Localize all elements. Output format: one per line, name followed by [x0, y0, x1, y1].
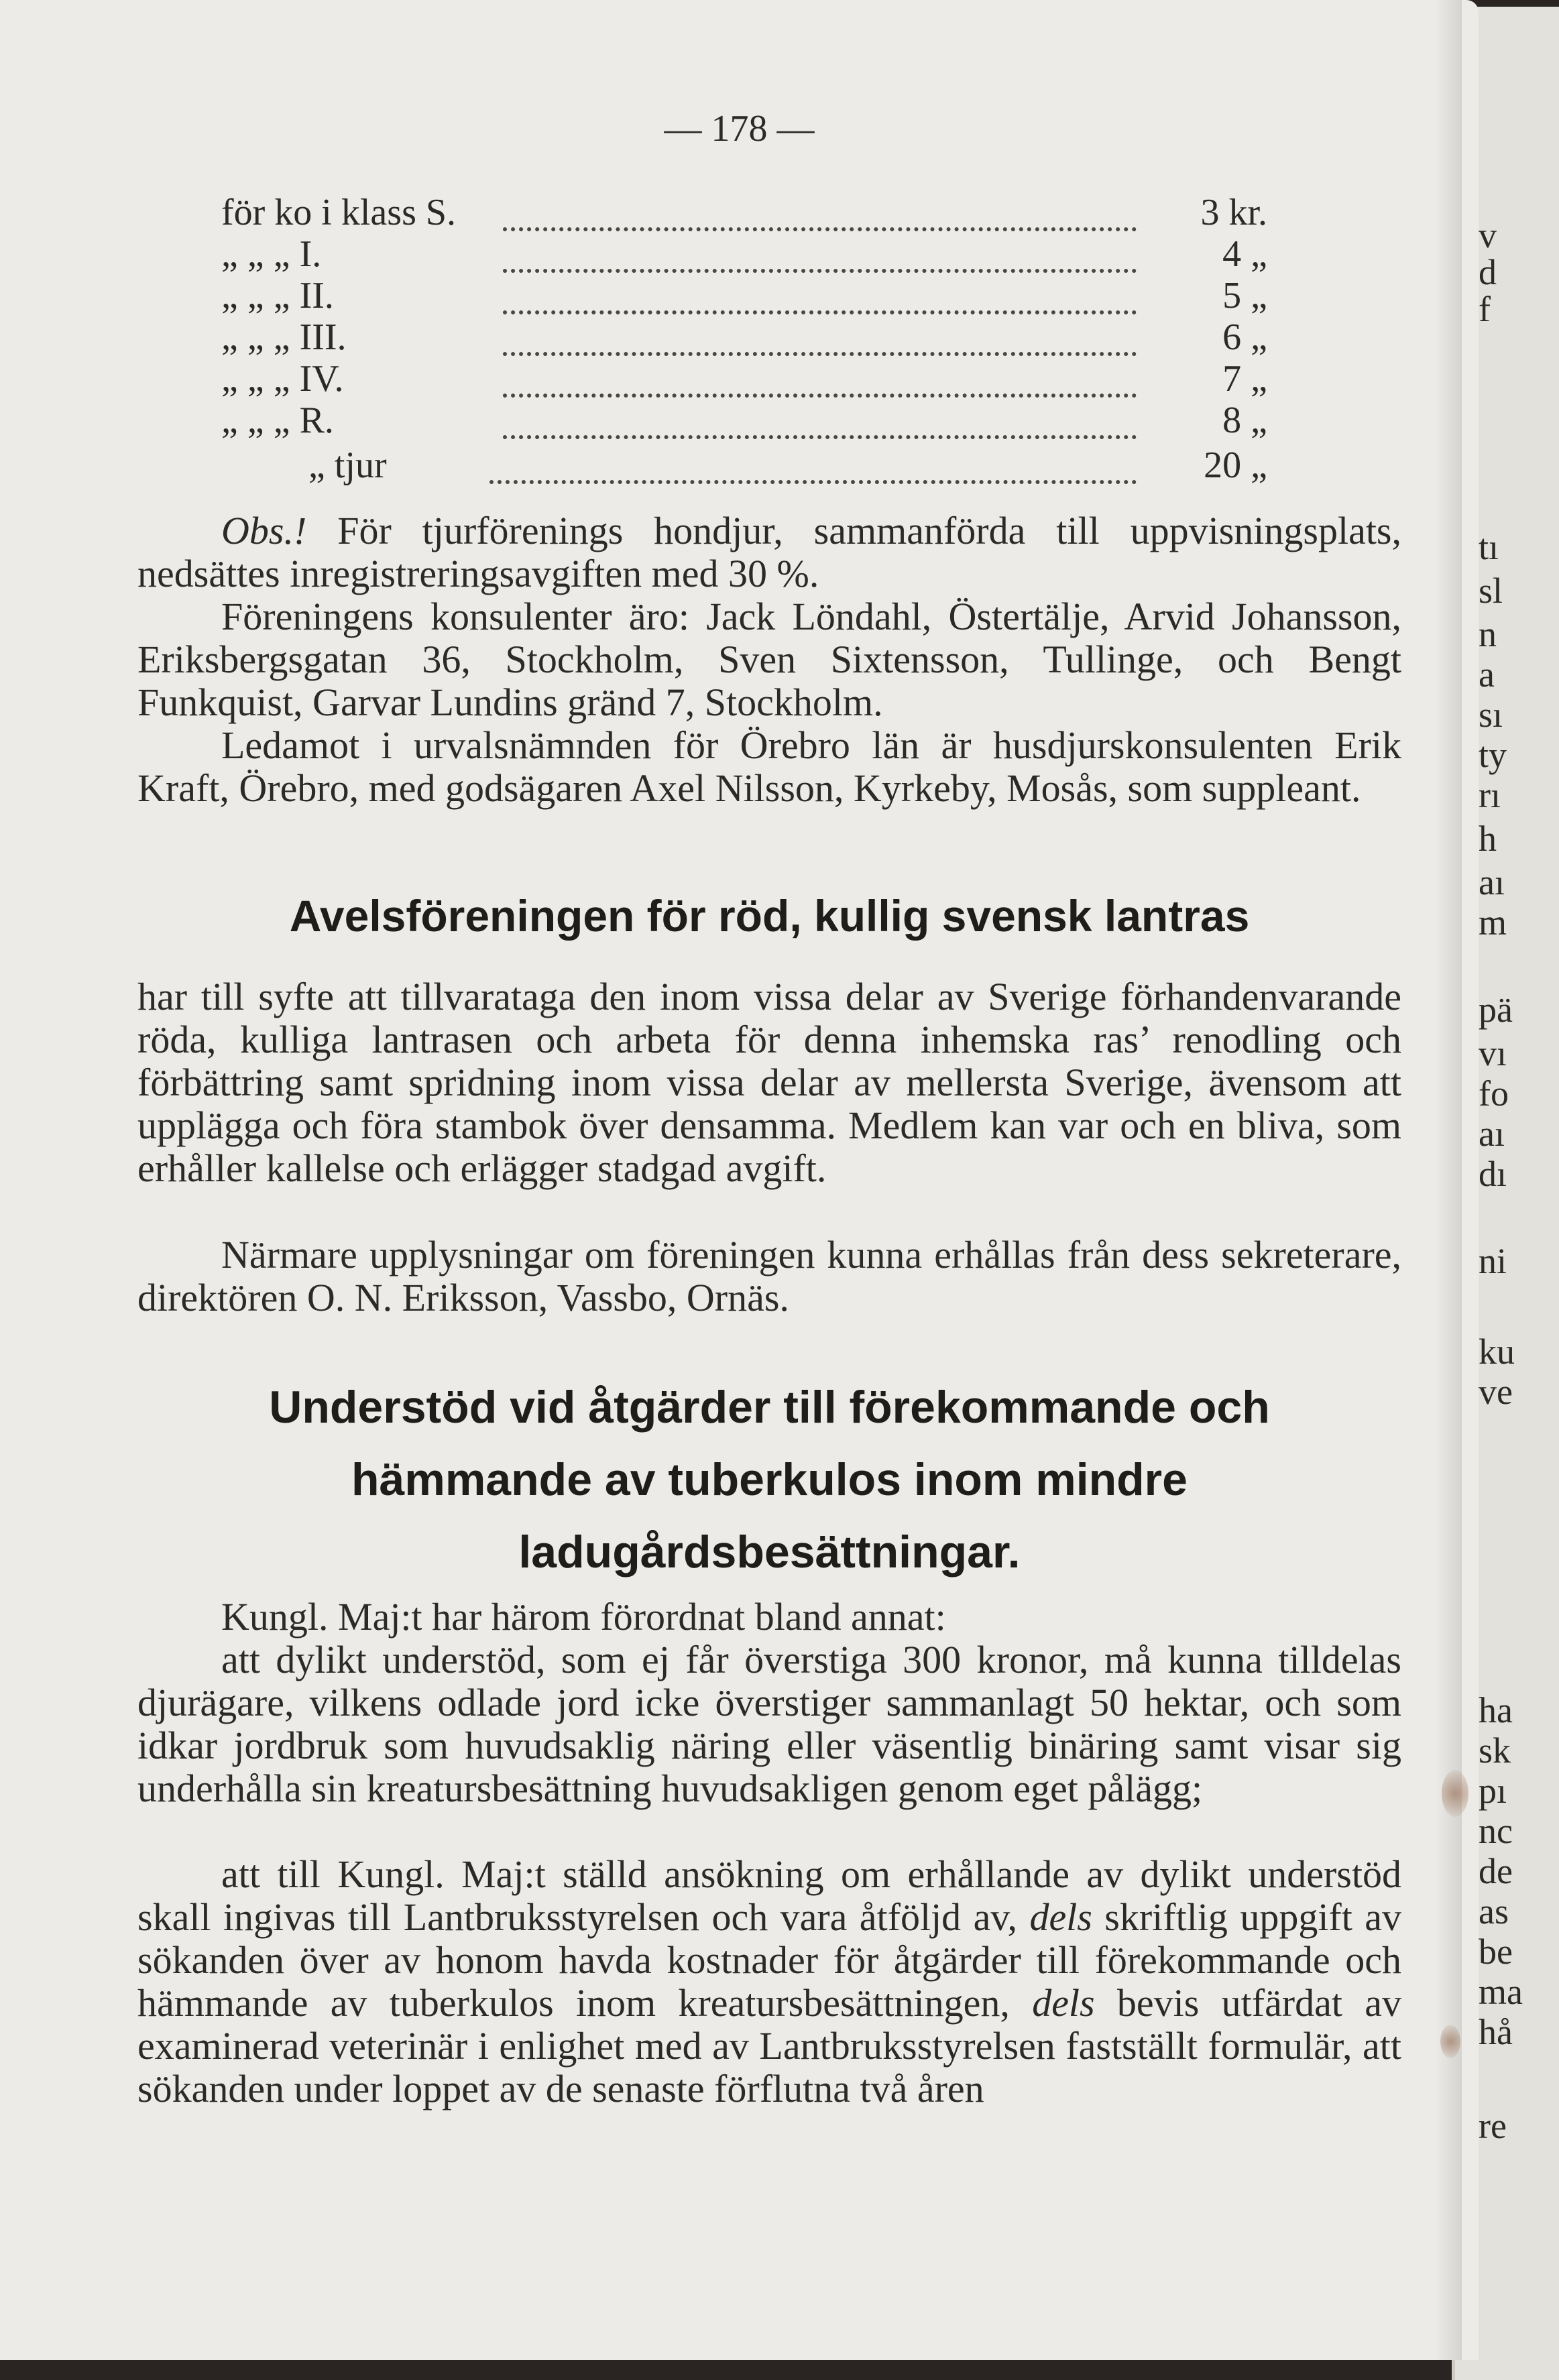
fragment: fo [1479, 1073, 1509, 1114]
fragment: tı [1479, 527, 1499, 567]
application-paragraph [137, 1853, 1401, 2110]
fragment: pä [1479, 990, 1513, 1030]
obs-paragraph [137, 510, 1401, 595]
leader-dots [503, 367, 1137, 398]
fragment: ty [1479, 735, 1507, 775]
fee-row [221, 191, 1267, 233]
fragment: ma [1479, 1972, 1523, 2012]
fee-label: „ „ „ II. [221, 275, 334, 316]
fee-row [221, 399, 1267, 440]
fragment: h [1479, 819, 1497, 859]
leader-dots [489, 453, 1137, 484]
fragment: ku [1479, 1331, 1515, 1372]
fragment: v [1479, 215, 1497, 255]
heading-line: Understöd vid åtgärder till förekommande och [269, 1382, 1270, 1433]
fee-row [221, 274, 1267, 316]
fragment: ve [1479, 1372, 1513, 1412]
fragment: d [1479, 252, 1497, 292]
fee-amount: 8 „ [1222, 400, 1267, 441]
section1-contact-paragraph: Närmare upplysningar om föreningen kunna erhållas från dess sekreterare, direktören O. N. Eriksson, Vassbo, Ornäs. [137, 1233, 1401, 1319]
fee-row [221, 233, 1267, 274]
fragment: be [1479, 1931, 1513, 1972]
fee-label: „ „ „ R. [221, 400, 334, 441]
fee-amount: 4 „ [1222, 233, 1267, 275]
subsidy-paragraph: att dylikt understöd, som ej får överstiga 300 kronor, må kunna tilldelas djurägare, vilkens odlade jord icke överstiger sammanlagt 50 hektar, och som idkar jordbruk som huvudsaklig näring eller väsentlig binäring samt visar sig underhålla sin kreatursbesättning huvudsakligen genom eget pålägg; [137, 1638, 1401, 1810]
fragment: de [1479, 1851, 1513, 1891]
fragment: rı [1479, 775, 1501, 815]
leader-dots [503, 408, 1137, 439]
fragment: f [1479, 289, 1491, 329]
fee-row [221, 357, 1267, 399]
fragment: aı [1479, 862, 1505, 902]
fee-amount: 7 „ [1222, 358, 1267, 400]
fee-label: för ko i klass S. [221, 192, 456, 233]
section1-paragraph: har till syfte att tillvarataga den inom vissa delar av Sverige förhandenvarande röda, kulliga lantrasen och arbeta för denna inhemska ras’ renodling och förbättring samt spridning inom vissa delar av mellersta Sverige, ävensom att upplägga och föra stambok över densamma. Medlem kan var och en bliva, som erhåller kallelse och erlägger stadgad avgift. [137, 975, 1401, 1190]
fragment: a [1479, 654, 1495, 695]
fee-label: „ „ „ III. [221, 316, 347, 358]
leader-dots [503, 284, 1137, 314]
fragment: hå [1479, 2012, 1513, 2052]
text: att till Kungl. Maj:t ställd ansökning om erhållande av dylikt understöd skall ingivas till Lantbruksstyrelsen och vara åtföljd av, [137, 1852, 1401, 1939]
page-gutter-shadow [1435, 0, 1462, 2360]
paper-stain [1442, 1770, 1468, 1817]
fragment: sk [1479, 1730, 1511, 1771]
board-member-paragraph: Ledamot i urvalsnämnden för Örebro län är husdjurskonsulenten Erik Kraft, Örebro, med godsägaren Axel Nilsson, Kyrkeby, Mosås, som suppleant. [137, 723, 1401, 810]
fee-amount: 6 „ [1222, 316, 1267, 358]
fee-amount: 3 kr. [1200, 192, 1267, 233]
fragment: pı [1479, 1771, 1507, 1811]
fee-label: „ „ „ I. [221, 233, 322, 275]
obs-text: För tjurförenings hondjur, sammanförda till uppvisningsplats, nedsättes inregistreringsavgiften med 30 %. [137, 509, 1402, 595]
consultants-paragraph: Föreningens konsulenter äro: Jack Löndahl, Östertälje, Arvid Johansson, Eriksbergsgatan 36, Stockholm, Sven Sixtensson, Tullinge, och Bengt Funkquist, Garvar Lundins gränd 7, Stockholm. [137, 595, 1401, 724]
fragment: vı [1479, 1033, 1507, 1073]
section-heading: Avelsföreningen för röd, kullig svensk lantras [289, 891, 1250, 941]
paper-stain [1440, 2025, 1460, 2058]
fragment: m [1479, 902, 1507, 943]
fragment: sl [1479, 571, 1503, 611]
intro-line: Kungl. Maj:t har härom förordnat bland annat: [221, 1595, 946, 1639]
heading-line: ladugårdsbesättningar. [518, 1527, 1021, 1578]
text: bevis utfärdat av examinerad veterinär i enlighet med av Lantbruksstyrelsen fastställt formulär, att sökanden under loppet av de senaste förflutna två åren [137, 1981, 1402, 2110]
fee-amount: 5 „ [1222, 275, 1267, 316]
leader-dots [503, 242, 1137, 273]
fee-label: „ „ „ IV. [221, 358, 344, 400]
fragment: ni [1479, 1241, 1507, 1281]
fragment: re [1479, 2106, 1507, 2146]
page-number: — 178 — [664, 108, 815, 150]
text: skriftlig uppgift av sökanden över av honom havda kostnader för åtgärder till förekommande och hämmande av tuberkulos inom kreatursbesättningen, [137, 1895, 1401, 2025]
fee-row [221, 316, 1267, 357]
fragment: sı [1479, 695, 1503, 735]
fragment: n [1479, 614, 1497, 654]
obs-label: Obs.! [221, 509, 307, 552]
fragment: aı [1479, 1114, 1505, 1154]
fee-amount: 20 „ [1204, 444, 1267, 486]
leader-dots [503, 200, 1137, 231]
fragment: dı [1479, 1154, 1507, 1194]
fee-label: „ tjur [308, 444, 387, 486]
fragment: nc [1479, 1811, 1513, 1851]
leader-dots [503, 325, 1137, 356]
fragment: ha [1479, 1690, 1513, 1730]
emphasis: dels [1029, 1895, 1092, 1939]
fee-row [221, 444, 1267, 485]
heading-line: hämmande av tuberkulos inom mindre [351, 1454, 1188, 1505]
section-heading-tuberculosis [137, 1371, 1401, 1588]
fragment: as [1479, 1891, 1509, 1931]
emphasis: dels [1032, 1981, 1095, 2025]
